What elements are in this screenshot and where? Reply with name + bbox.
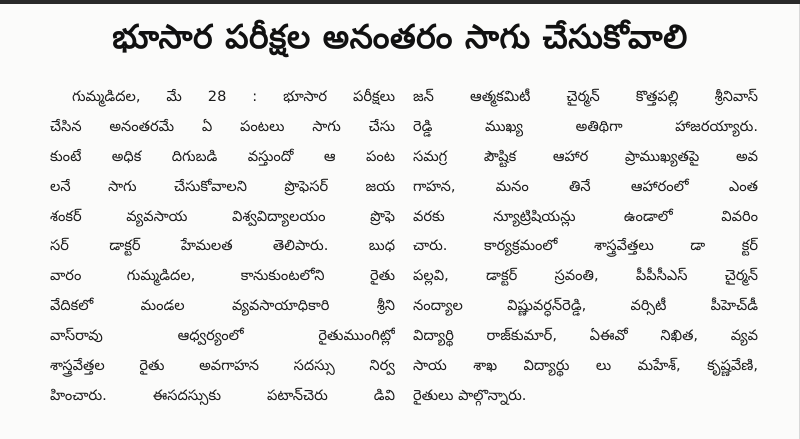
body-line: చారు. కార్యక్రమంలో శాస్త్రవేత్తలు డా క్టర్: [413, 237, 758, 255]
article-column-right: [413, 82, 758, 411]
body-line: లనే సాగు చేసుకోవాలని ప్రొఫెసర్ జయ: [50, 177, 395, 195]
body-line: జన్ ఆత్మకమిటీ చైర్మన్ కొత్తపల్లి శ్రీనివాస్: [413, 88, 758, 105]
body-line: శాస్త్రవేత్తల రైతు అవగాహన సదస్సు నిర్వ: [50, 357, 395, 375]
body-line: హించారు. ఈసదస్సుకు పటాన్‌చెరు డివి: [50, 386, 395, 404]
body-line: పల్లవి, డాక్టర్ స్రవంతి, పీపీసీఎస్ చైర్మన్: [413, 267, 758, 285]
body-line: వేదికలో మండల వ్యవసాయాధికారి శ్రీని: [50, 297, 395, 315]
body-line: గుమ్మడిదల, మే 28 : భూసార పరీక్షలు: [72, 88, 395, 105]
body-line: వరకు న్యూట్రిషియన్లు ఉండాలో వివరిం: [413, 207, 758, 225]
body-line: రైతులు పాల్గొన్నారు.: [413, 386, 527, 404]
body-line: గాహన, మనం తినే ఆహారంలో ఎంత: [413, 177, 758, 195]
body-line: శంకర్ వ్యవసాయ విశ్వవిద్యాలయం ప్రొఫె: [50, 207, 395, 225]
body-line: కుంటే అధిక దిగుబడి వస్తుందో ఆ పంట: [50, 147, 395, 165]
body-line: నంద్యాల విష్ణువర్ధన్‌రెడ్డి, వర్సిటీ పీహెచ్‌డీ: [413, 297, 758, 315]
article-headline: భూసార పరీక్షల అనంతరం సాగు చేసుకోవాలి: [112, 17, 688, 56]
body-line: సాయ శాఖ విద్యార్థు లు మహేశ్, కృష్ణవేణి,: [413, 357, 758, 375]
body-line: సమగ్ర పౌష్టిక ఆహార ప్రాముఖ్యతపై అవ: [413, 147, 758, 165]
top-rule: [0, 0, 800, 4]
body-line: సర్ డాక్టర్ హేమలత తెలిపారు. బుధ: [50, 237, 395, 255]
body-line: విద్యార్థి రాజ్‌కుమార్, ఏఈవో నిఖిత, వ్యవ: [413, 327, 758, 345]
body-line: వారం గుమ్మడిదల, కానుకుంటలోని రైతు: [50, 267, 395, 285]
article-column-left: [50, 82, 395, 411]
body-line: వాస్‌రావు ఆధ్వర్యంలో రైతుముంగిట్లో: [50, 327, 395, 345]
body-line: రెడ్డి ముఖ్య అతిథిగా హాజరయ్యారు.: [413, 117, 758, 135]
body-line: చేసిన అనంతరమే ఏ పంటలు సాగు చేసు: [50, 117, 395, 135]
